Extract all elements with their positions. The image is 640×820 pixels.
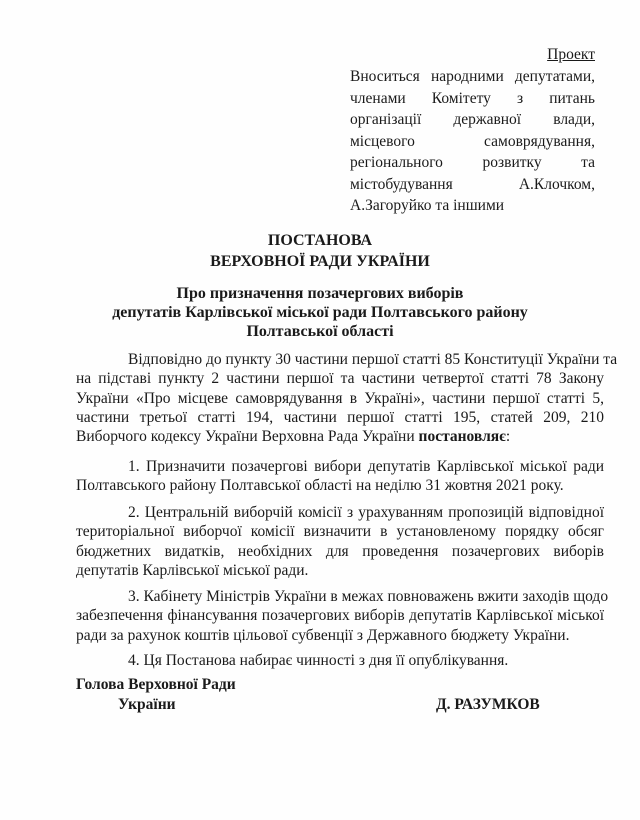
item-3	[76, 587, 609, 645]
submitted-by-line: Вноситься народними депутатами,	[350, 68, 595, 85]
resolves-keyword: постановляє	[418, 428, 506, 446]
signatory-name: Д. РАЗУМКОВ	[436, 696, 540, 713]
preamble-paragraph	[76, 350, 618, 446]
title-line: депутатів Карлівської міської ради Полтавського району	[112, 304, 528, 321]
item-line: депутатів Карлівської міської ради.	[76, 561, 309, 579]
preamble-line: частини третьої статті 194, частини першої статті 195, статей 209, 210	[76, 408, 604, 426]
item-line: 4. Ця Постанова набирає чинності з дня її опублікування.	[128, 652, 509, 669]
item-line: ради за рахунок коштів цільової субвенції з Державного бюджету України.	[76, 626, 570, 644]
item-line: 1. Призначити позачергові вибори депутатів Карлівської міської ради	[128, 458, 604, 475]
preamble-line: на підставі пункту 2 частини першої та частини четвертої статті 78 Закону	[76, 370, 604, 388]
position-line2: України	[118, 696, 176, 713]
resolves-suffix: :	[505, 428, 511, 446]
submitted-by-block	[350, 66, 595, 217]
draft-label: Проект	[547, 46, 595, 63]
preamble-last-line	[76, 427, 604, 446]
signatory-position	[76, 675, 236, 715]
submitted-by-line: регіонального розвитку та	[350, 154, 595, 171]
submitted-by-line: організації державної влади,	[350, 111, 595, 128]
submitted-by-line: членами Комітету з питань	[350, 89, 595, 107]
item-1	[76, 457, 604, 496]
item-line: територіальної виборчої комісії визначити в установленому порядку обсяг	[76, 523, 604, 541]
title-line: Полтавської області	[246, 323, 394, 340]
submitted-by-line: А.Загоруйко та іншими	[350, 197, 505, 214]
document-type-line1: ПОСТАНОВА	[267, 232, 373, 249]
item-line: Полтавського району Полтавської області на неділю 31 жовтня 2021 року.	[76, 477, 564, 495]
preamble-line: Відповідно до пункту 30 частини першої статті 85 Конституції України та	[128, 351, 618, 368]
item-4	[76, 651, 604, 670]
item-line: 2. Центральній виборчій комісії з урахуванням пропозицій відповідної	[128, 504, 604, 521]
resolution-title	[0, 284, 640, 341]
preamble-line: Виборчого кодексу України Верховна Рада України	[76, 428, 419, 446]
title-line: Про призначення позачергових виборів	[176, 285, 464, 302]
document-type-line2: ВЕРХОВНОЇ РАДИ УКРАЇНИ	[210, 253, 430, 270]
item-line: бюджетних видатків, необхідних для проведення позачергових виборів	[76, 542, 604, 560]
submitted-by-line: містобудування А.Клочком,	[350, 175, 595, 193]
preamble-line: України «Про місцеве самоврядування в Україні», частини першої статті 5,	[76, 389, 604, 407]
item-line: забезпечення фінансування позачергових виборів депутатів Карлівської міської	[76, 607, 604, 625]
document-type-heading	[0, 230, 640, 272]
submitted-by-line: місцевого самоврядування,	[350, 132, 595, 150]
item-line: 3. Кабінету Міністрів України в межах повноважень вжити заходів щодо	[128, 588, 609, 605]
item-2	[76, 503, 604, 580]
position-line1: Голова Верховної Ради	[76, 676, 236, 693]
